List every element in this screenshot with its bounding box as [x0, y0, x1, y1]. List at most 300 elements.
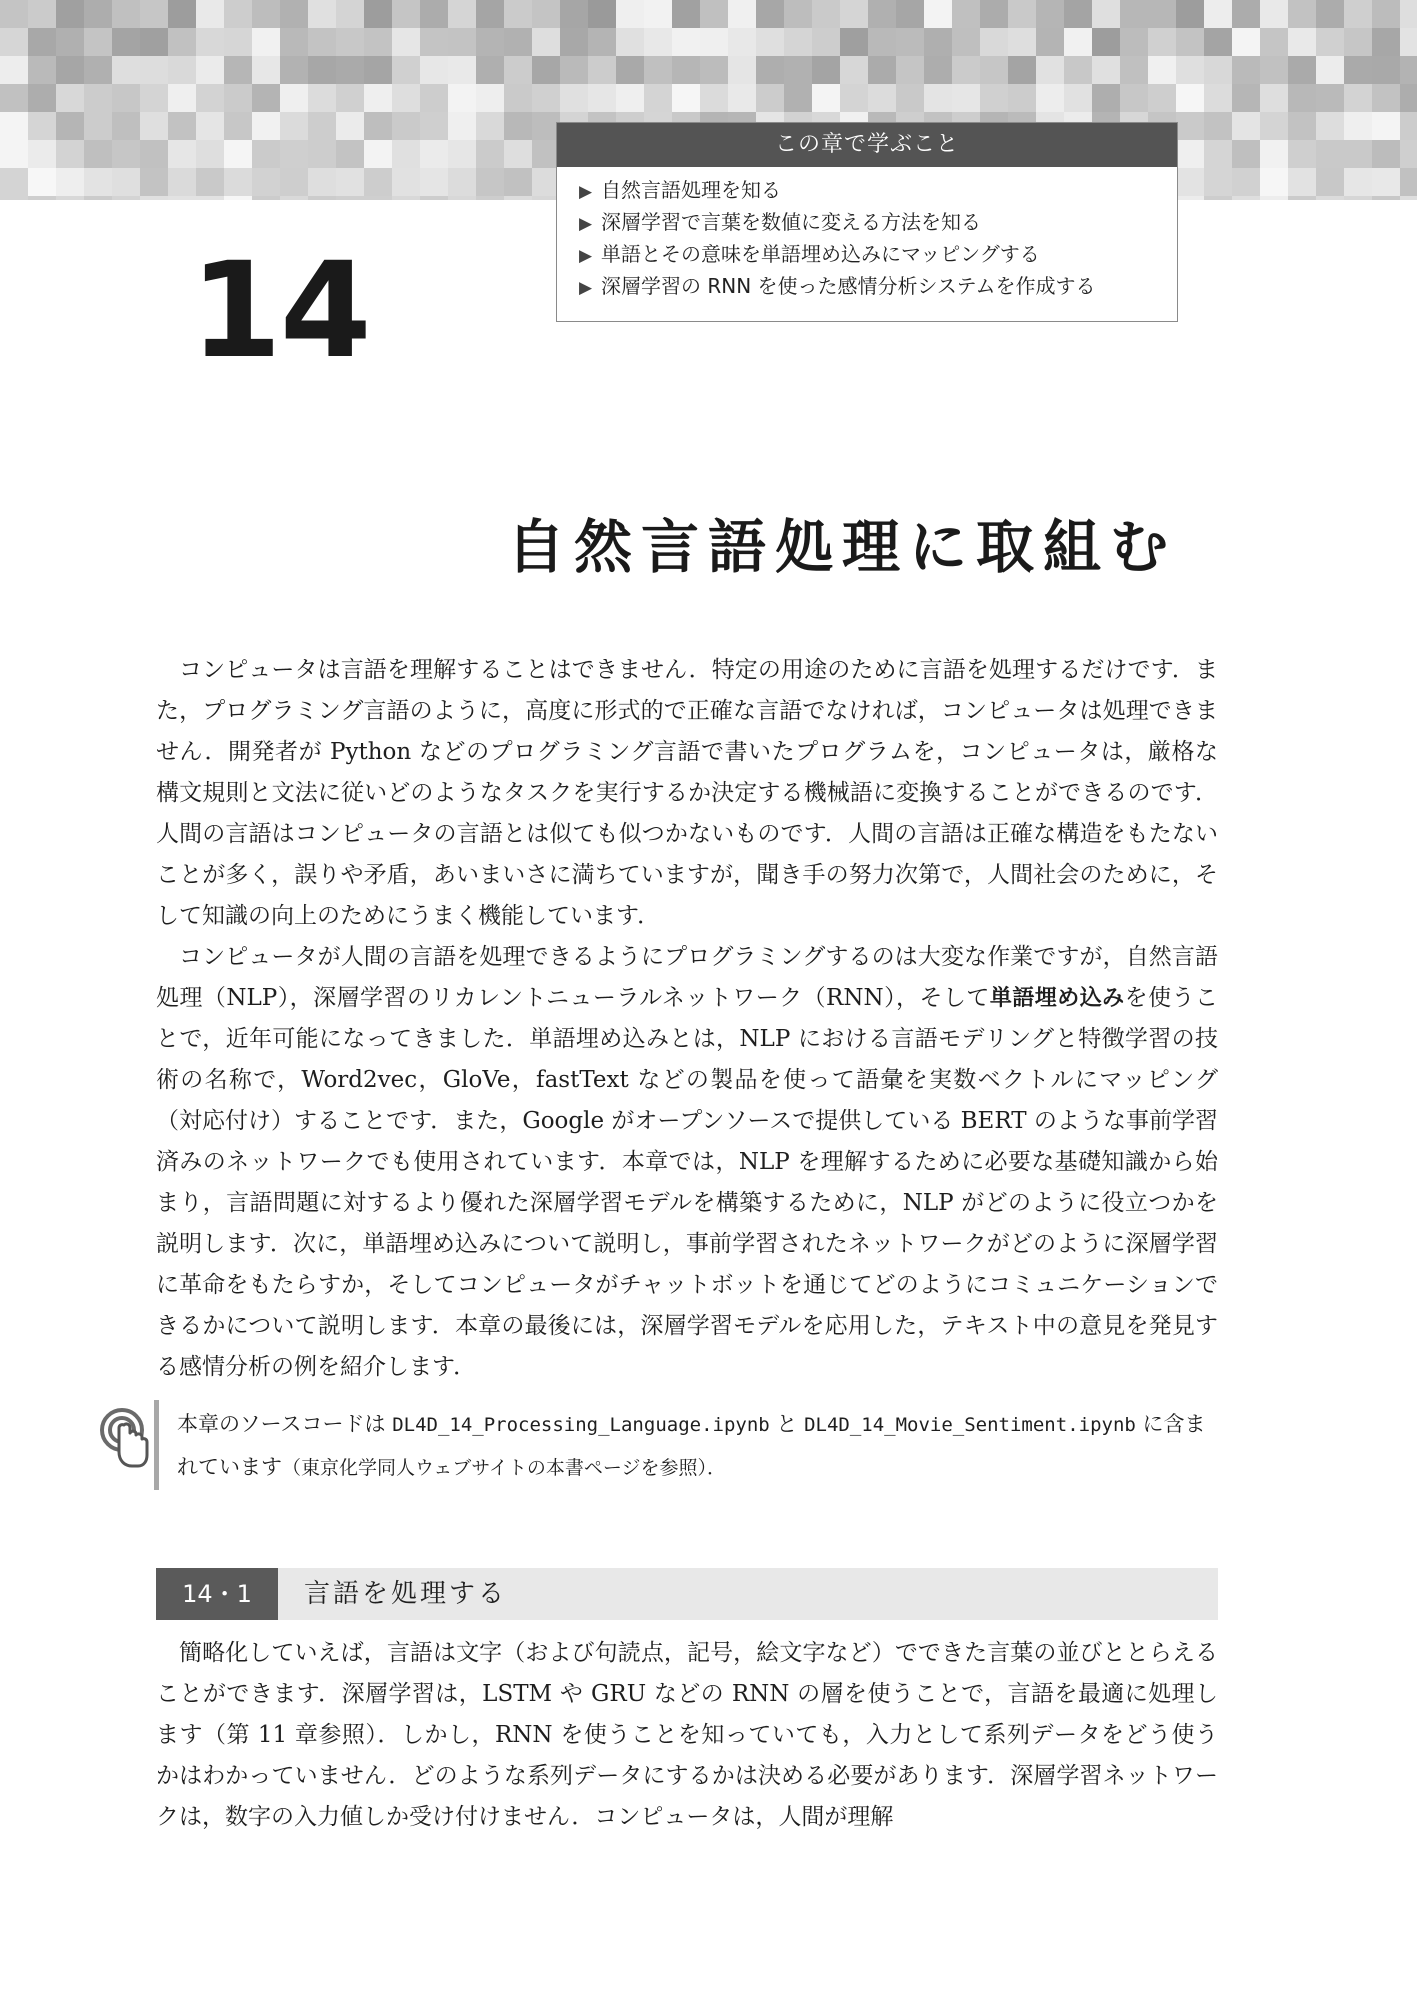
- mosaic-tile: [1316, 112, 1344, 140]
- mosaic-tile: [56, 140, 84, 168]
- mosaic-tile: [504, 28, 532, 56]
- mosaic-tile: [420, 140, 448, 168]
- mosaic-tile: [1008, 0, 1036, 28]
- mosaic-tile: [532, 0, 560, 28]
- mosaic-tile: [280, 168, 308, 196]
- mosaic-tile: [616, 56, 644, 84]
- mosaic-tile: [196, 84, 224, 112]
- mosaic-tile: [448, 196, 476, 200]
- mosaic-tile: [476, 168, 504, 196]
- mosaic-tile: [196, 56, 224, 84]
- mosaic-tile: [1204, 56, 1232, 84]
- mosaic-tile: [616, 0, 644, 28]
- mosaic-tile: [1148, 56, 1176, 84]
- mosaic-tile: [1344, 168, 1372, 196]
- mosaic-tile: [140, 196, 168, 200]
- mosaic-tile: [1176, 112, 1204, 140]
- mosaic-tile: [56, 56, 84, 84]
- mosaic-tile: [392, 140, 420, 168]
- mosaic-tile: [196, 112, 224, 140]
- mosaic-tile: [1036, 56, 1064, 84]
- mosaic-tile: [868, 84, 896, 112]
- mosaic-tile: [28, 84, 56, 112]
- mosaic-tile: [924, 0, 952, 28]
- mosaic-tile: [1148, 84, 1176, 112]
- mosaic-tile: [28, 196, 56, 200]
- mosaic-tile: [1008, 28, 1036, 56]
- notebook-filename-1: DL4D_14_Processing_Language.ipynb: [392, 1414, 770, 1436]
- mosaic-tile: [1288, 196, 1316, 200]
- mosaic-tile: [280, 56, 308, 84]
- key-term: 単語埋め込み: [989, 986, 1125, 1011]
- mosaic-tile: [1036, 28, 1064, 56]
- mosaic-tile: [588, 56, 616, 84]
- mosaic-tile: [112, 84, 140, 112]
- mosaic-tile: [616, 28, 644, 56]
- mosaic-tile: [784, 28, 812, 56]
- mosaic-tile: [28, 56, 56, 84]
- objective-item: ▶ 深層学習で言葉を数値に変える方法を知る: [579, 207, 1177, 239]
- section-title: 言語を処理する: [304, 1579, 508, 1609]
- mosaic-tile: [308, 84, 336, 112]
- mosaic-tile: [420, 0, 448, 28]
- mosaic-tile: [560, 0, 588, 28]
- mosaic-tile: [644, 28, 672, 56]
- mosaic-tile: [364, 56, 392, 84]
- mosaic-tile: [364, 168, 392, 196]
- mosaic-tile: [560, 28, 588, 56]
- mosaic-tile: [532, 28, 560, 56]
- mosaic-tile: [672, 0, 700, 28]
- mosaic-tile: [840, 28, 868, 56]
- mosaic-tile: [448, 56, 476, 84]
- triangle-bullet-icon: ▶: [579, 246, 593, 266]
- mosaic-tile: [1400, 56, 1417, 84]
- mosaic-tile: [280, 0, 308, 28]
- mosaic-tile: [84, 168, 112, 196]
- mosaic-tile: [336, 56, 364, 84]
- mosaic-tile: [1260, 28, 1288, 56]
- mosaic-tile: [1036, 0, 1064, 28]
- mosaic-tile: [1120, 56, 1148, 84]
- mosaic-tile: [252, 84, 280, 112]
- mosaic-tile: [280, 28, 308, 56]
- mosaic-tile: [392, 196, 420, 200]
- mosaic-tile: [1232, 56, 1260, 84]
- mosaic-tile: [84, 140, 112, 168]
- mosaic-tile: [924, 56, 952, 84]
- mosaic-tile: [728, 0, 756, 28]
- mosaic-tile: [28, 0, 56, 28]
- mosaic-tile: [140, 0, 168, 28]
- mosaic-tile: [812, 84, 840, 112]
- mosaic-tile: [168, 196, 196, 200]
- mosaic-tile: [0, 56, 28, 84]
- mosaic-tile: [56, 0, 84, 28]
- mosaic-tile: [756, 28, 784, 56]
- mosaic-tile: [0, 28, 28, 56]
- mosaic-tile: [336, 28, 364, 56]
- mosaic-tile: [420, 56, 448, 84]
- mosaic-tile: [1204, 28, 1232, 56]
- mosaic-tile: [1344, 196, 1372, 200]
- mosaic-tile: [112, 56, 140, 84]
- mosaic-tile: [868, 28, 896, 56]
- mosaic-tile: [476, 0, 504, 28]
- mosaic-tile: [1176, 196, 1204, 200]
- mosaic-tile: [196, 140, 224, 168]
- mosaic-tile: [588, 28, 616, 56]
- mosaic-tile: [56, 28, 84, 56]
- mosaic-tile: [1260, 140, 1288, 168]
- mosaic-tile: [140, 140, 168, 168]
- mosaic-tile: [224, 84, 252, 112]
- mosaic-tile: [1036, 84, 1064, 112]
- mosaic-tile: [196, 196, 224, 200]
- mosaic-tile: [364, 140, 392, 168]
- mosaic-tile: [1232, 140, 1260, 168]
- mosaic-tile: [1204, 140, 1232, 168]
- section-body-text: [156, 1633, 1218, 1838]
- mosaic-tile: [56, 84, 84, 112]
- mosaic-tile: [1372, 0, 1400, 28]
- mosaic-tile: [448, 84, 476, 112]
- mosaic-tile: [476, 28, 504, 56]
- mosaic-tile: [1260, 56, 1288, 84]
- mosaic-tile: [1120, 28, 1148, 56]
- mosaic-tile: [1288, 168, 1316, 196]
- section-number: 14・1: [156, 1568, 278, 1620]
- mosaic-tile: [644, 84, 672, 112]
- mosaic-tile: [420, 168, 448, 196]
- mosaic-tile: [1148, 28, 1176, 56]
- mosaic-tile: [1316, 84, 1344, 112]
- mosaic-tile: [980, 84, 1008, 112]
- mosaic-tile: [1400, 168, 1417, 196]
- mosaic-tile: [840, 56, 868, 84]
- mosaic-tile: [1064, 28, 1092, 56]
- mosaic-tile: [616, 84, 644, 112]
- mosaic-tile: [896, 84, 924, 112]
- mosaic-tile: [1204, 168, 1232, 196]
- mosaic-tile: [224, 196, 252, 200]
- mosaic-tile: [1232, 28, 1260, 56]
- mosaic-tile: [756, 56, 784, 84]
- mosaic-tile: [364, 112, 392, 140]
- mosaic-tile: [0, 168, 28, 196]
- mosaic-tile: [84, 112, 112, 140]
- mosaic-tile: [112, 112, 140, 140]
- mosaic-tile: [420, 196, 448, 200]
- mosaic-tile: [756, 0, 784, 28]
- mosaic-tile: [196, 168, 224, 196]
- mosaic-tile: [0, 140, 28, 168]
- mosaic-tile: [84, 56, 112, 84]
- mosaic-tile: [1372, 56, 1400, 84]
- mosaic-tile: [1400, 112, 1417, 140]
- mosaic-tile: [1064, 84, 1092, 112]
- mosaic-tile: [1372, 168, 1400, 196]
- mosaic-tile: [1064, 0, 1092, 28]
- mosaic-tile: [1092, 56, 1120, 84]
- mosaic-tile: [728, 84, 756, 112]
- mosaic-tile: [672, 84, 700, 112]
- pointing-hand-icon: [100, 1408, 150, 1472]
- mosaic-tile: [952, 28, 980, 56]
- mosaic-tile: [476, 56, 504, 84]
- mosaic-tile: [336, 84, 364, 112]
- mosaic-tile: [252, 168, 280, 196]
- mosaic-tile: [1092, 0, 1120, 28]
- mosaic-tile: [476, 196, 504, 200]
- mosaic-tile: [1204, 0, 1232, 28]
- mosaic-tile: [280, 140, 308, 168]
- mosaic-tile: [28, 168, 56, 196]
- mosaic-tile: [224, 0, 252, 28]
- mosaic-tile: [280, 84, 308, 112]
- mosaic-tile: [140, 168, 168, 196]
- mosaic-tile: [364, 0, 392, 28]
- mosaic-tile: [1204, 84, 1232, 112]
- mosaic-tile: [1344, 140, 1372, 168]
- mosaic-tile: [308, 0, 336, 28]
- mosaic-tile: [336, 140, 364, 168]
- mosaic-tile: [280, 112, 308, 140]
- triangle-bullet-icon: ▶: [579, 214, 593, 234]
- mosaic-tile: [112, 28, 140, 56]
- mosaic-tile: [280, 196, 308, 200]
- mosaic-tile: [476, 84, 504, 112]
- mosaic-tile: [56, 168, 84, 196]
- mosaic-tile: [1400, 84, 1417, 112]
- mosaic-tile: [1400, 196, 1417, 200]
- mosaic-tile: [0, 196, 28, 200]
- mosaic-tile: [1400, 28, 1417, 56]
- mosaic-tile: [1148, 0, 1176, 28]
- mosaic-tile: [756, 84, 784, 112]
- mosaic-tile: [1176, 28, 1204, 56]
- mosaic-tile: [112, 196, 140, 200]
- mosaic-tile: [644, 56, 672, 84]
- mosaic-tile: [336, 168, 364, 196]
- triangle-bullet-icon: ▶: [579, 278, 593, 298]
- mosaic-tile: [812, 56, 840, 84]
- mosaic-tile: [476, 112, 504, 140]
- mosaic-tile: [1260, 112, 1288, 140]
- mosaic-tile: [336, 112, 364, 140]
- objective-item: ▶ 深層学習の RNN を使った感情分析システムを作成する: [579, 271, 1177, 303]
- chapter-number: 14: [190, 234, 370, 388]
- mosaic-tile: [1372, 28, 1400, 56]
- mosaic-tile: [504, 196, 532, 200]
- mosaic-tile: [1288, 140, 1316, 168]
- chapter-objectives-box: [556, 122, 1178, 322]
- mosaic-tile: [448, 28, 476, 56]
- mosaic-tile: [560, 84, 588, 112]
- mosaic-tile: [308, 56, 336, 84]
- mosaic-tile: [420, 112, 448, 140]
- mosaic-tile: [56, 112, 84, 140]
- mosaic-tile: [924, 28, 952, 56]
- mosaic-tile: [168, 168, 196, 196]
- mosaic-tile: [840, 0, 868, 28]
- mosaic-tile: [1232, 112, 1260, 140]
- mosaic-tile: [672, 56, 700, 84]
- mosaic-tile: [1288, 0, 1316, 28]
- mosaic-tile: [1288, 28, 1316, 56]
- mosaic-tile: [1372, 196, 1400, 200]
- mosaic-tile: [224, 140, 252, 168]
- mosaic-tile: [308, 196, 336, 200]
- mosaic-tile: [588, 84, 616, 112]
- mosaic-tile: [896, 56, 924, 84]
- mosaic-tile: [420, 84, 448, 112]
- mosaic-tile: [812, 28, 840, 56]
- mosaic-tile: [532, 56, 560, 84]
- mosaic-tile: [1316, 168, 1344, 196]
- mosaic-tile: [448, 140, 476, 168]
- mosaic-tile: [1232, 0, 1260, 28]
- mosaic-tile: [364, 84, 392, 112]
- mosaic-tile: [140, 112, 168, 140]
- mosaic-tile: [308, 140, 336, 168]
- objectives-list: [557, 167, 1177, 303]
- mosaic-tile: [448, 0, 476, 28]
- mosaic-tile: [0, 112, 28, 140]
- mosaic-tile: [1092, 28, 1120, 56]
- mosaic-tile: [1316, 28, 1344, 56]
- mosaic-tile: [560, 56, 588, 84]
- triangle-bullet-icon: ▶: [579, 182, 593, 202]
- intro-text: [156, 650, 1218, 1388]
- mosaic-tile: [1008, 56, 1036, 84]
- mosaic-tile: [84, 28, 112, 56]
- mosaic-tile: [1176, 84, 1204, 112]
- objective-item: ▶ 自然言語処理を知る: [579, 175, 1177, 207]
- mosaic-tile: [448, 112, 476, 140]
- mosaic-tile: [0, 84, 28, 112]
- mosaic-tile: [1232, 84, 1260, 112]
- mosaic-tile: [336, 196, 364, 200]
- mosaic-tile: [224, 28, 252, 56]
- mosaic-tile: [1120, 84, 1148, 112]
- mosaic-tile: [252, 0, 280, 28]
- mosaic-tile: [224, 112, 252, 140]
- mosaic-tile: [252, 140, 280, 168]
- mosaic-tile: [84, 84, 112, 112]
- mosaic-tile: [532, 84, 560, 112]
- mosaic-tile: [700, 28, 728, 56]
- mosaic-tile: [644, 0, 672, 28]
- mosaic-tile: [980, 0, 1008, 28]
- mosaic-tile: [1344, 112, 1372, 140]
- mosaic-tile: [700, 56, 728, 84]
- mosaic-tile: [1288, 112, 1316, 140]
- mosaic-tile: [28, 28, 56, 56]
- chapter-title: 自然言語処理に取組む: [506, 513, 1177, 581]
- mosaic-tile: [140, 28, 168, 56]
- mosaic-tile: [168, 0, 196, 28]
- notebook-filename-2: DL4D_14_Movie_Sentiment.ipynb: [804, 1414, 1136, 1436]
- mosaic-tile: [504, 0, 532, 28]
- mosaic-tile: [420, 28, 448, 56]
- mosaic-tile: [504, 112, 532, 140]
- mosaic-tile: [448, 168, 476, 196]
- mosaic-tile: [1064, 56, 1092, 84]
- mosaic-tile: [1316, 196, 1344, 200]
- section-paragraph-1: 簡略化していえば，言語は文字（および句読点，記号，絵文字など）でできた言葉の並びととらえることができます．深層学習は，LSTM や GRU などの RNN の層を使うことで，言語を最適に処理します（第 11 章参照）．しかし，RNN を使うことを知っていても，入力として系列データをどう使うかはわかっていません．どのような系列データにするかは決める必要があります．深層学習ネットワークは，数字の入力値しか受け付けません．コンピュータは，人間が理解: [156, 1640, 1219, 1830]
- mosaic-tile: [252, 112, 280, 140]
- mosaic-tile: [1344, 28, 1372, 56]
- objectives-header: この章で学ぶこと: [557, 123, 1177, 167]
- mosaic-tile: [868, 0, 896, 28]
- mosaic-tile: [168, 28, 196, 56]
- mosaic-tile: [196, 28, 224, 56]
- mosaic-tile: [1372, 84, 1400, 112]
- mosaic-tile: [392, 0, 420, 28]
- mosaic-tile: [1400, 140, 1417, 168]
- mosaic-tile: [1176, 0, 1204, 28]
- mosaic-tile: [1288, 84, 1316, 112]
- mosaic-tile: [168, 84, 196, 112]
- mosaic-tile: [504, 56, 532, 84]
- mosaic-tile: [952, 56, 980, 84]
- mosaic-tile: [28, 140, 56, 168]
- intro-paragraph-1: コンピュータは言語を理解することはできません．特定の用途のために言語を処理するだけです．また，プログラミング言語のように，高度に形式的で正確な言語でなければ，コンピュータは処理できません．開発者が Python などのプログラミング言語で書いたプログラムを，コンピュータは，厳格な構文規則と文法に従いどのようなタスクを実行するか決定する機械語に変換することができるのです．人間の言語はコンピュータの言語とは似ても似つかないものです．人間の言語は正確な構造をもたないことが多く，誤りや矛盾，あいまいさに満ちていますが，聞き手の努力次第で，人間社会のために，そして知識の向上のためにうまく機能しています．: [156, 657, 1218, 929]
- mosaic-tile: [364, 196, 392, 200]
- mosaic-tile: [140, 84, 168, 112]
- mosaic-tile: [1120, 0, 1148, 28]
- mosaic-tile: [1316, 140, 1344, 168]
- mosaic-tile: [784, 56, 812, 84]
- mosaic-tile: [728, 56, 756, 84]
- mosaic-tile: [252, 28, 280, 56]
- mosaic-tile: [1344, 56, 1372, 84]
- mosaic-tile: [28, 112, 56, 140]
- mosaic-tile: [0, 0, 28, 28]
- mosaic-tile: [1232, 168, 1260, 196]
- mosaic-tile: [84, 0, 112, 28]
- mosaic-tile: [392, 112, 420, 140]
- mosaic-tile: [588, 0, 616, 28]
- mosaic-tile: [1260, 168, 1288, 196]
- mosaic-tile: [392, 84, 420, 112]
- mosaic-tile: [952, 0, 980, 28]
- mosaic-tile: [112, 0, 140, 28]
- mosaic-tile: [728, 28, 756, 56]
- mosaic-tile: [952, 84, 980, 112]
- section-heading: [156, 1568, 1218, 1620]
- mosaic-tile: [168, 140, 196, 168]
- mosaic-tile: [308, 168, 336, 196]
- mosaic-tile: [308, 112, 336, 140]
- mosaic-tile: [672, 28, 700, 56]
- mosaic-tile: [1344, 0, 1372, 28]
- mosaic-tile: [1204, 196, 1232, 200]
- mosaic-tile: [84, 196, 112, 200]
- mosaic-tile: [1176, 56, 1204, 84]
- mosaic-tile: [1400, 0, 1417, 28]
- mosaic-tile: [812, 0, 840, 28]
- mosaic-tile: [504, 84, 532, 112]
- mosaic-tile: [1260, 0, 1288, 28]
- mosaic-tile: [700, 0, 728, 28]
- mosaic-tile: [56, 196, 84, 200]
- mosaic-tile: [336, 0, 364, 28]
- mosaic-tile: [168, 112, 196, 140]
- objective-item: ▶ 単語とその意味を単語埋め込みにマッピングする: [579, 239, 1177, 271]
- mosaic-tile: [1316, 56, 1344, 84]
